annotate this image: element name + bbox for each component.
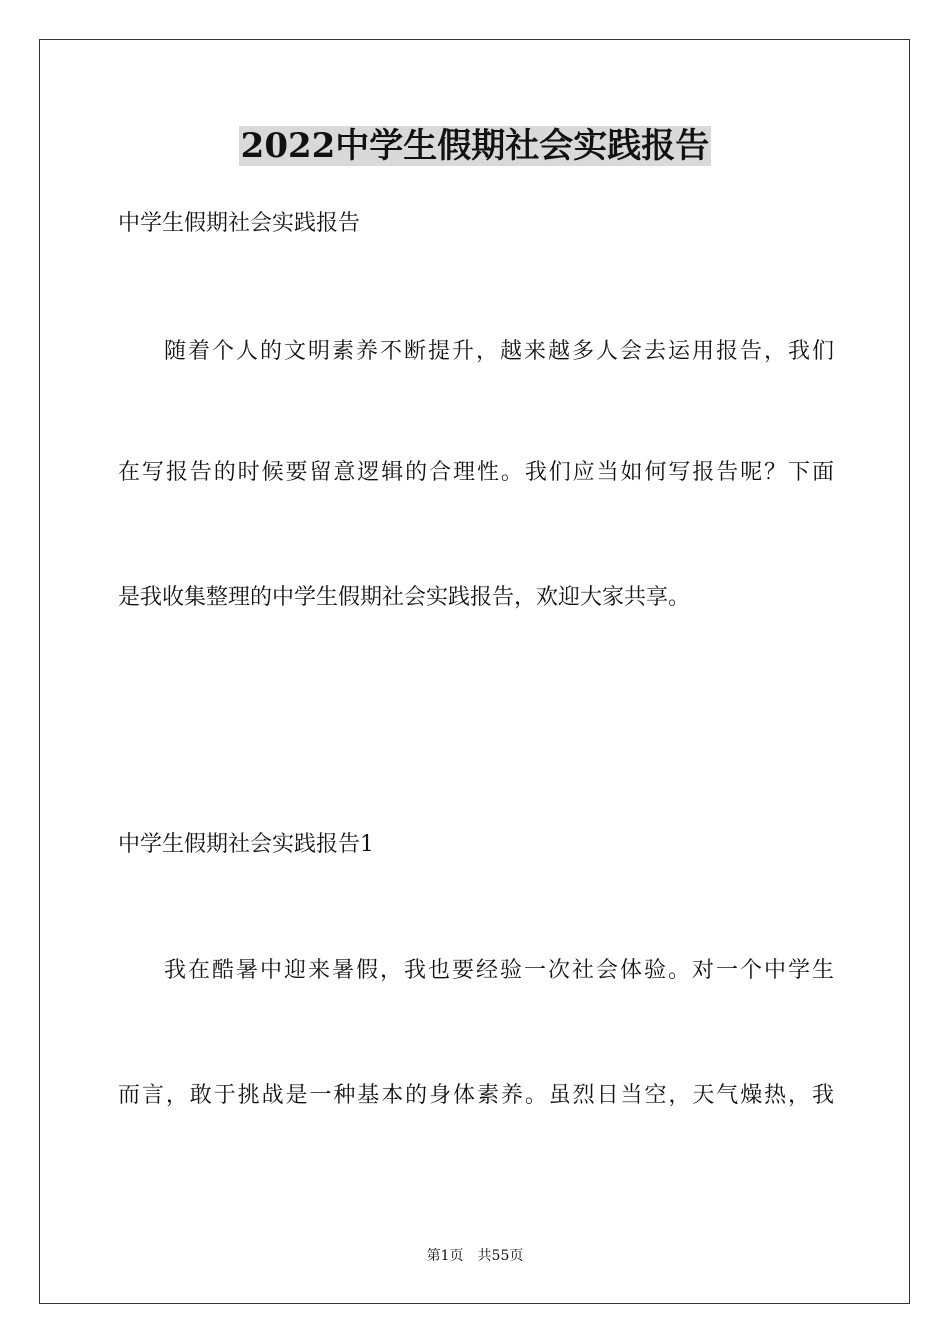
section-heading: 中学生假期社会实践报告1 [118,832,374,857]
paragraph-line: 是我收集整理的中学生假期社会实践报告，欢迎大家共享。 [118,585,691,610]
paragraph-line: 我在酷暑中迎来暑假，我也要经验一次社会体验。对一个中学生 [164,958,834,983]
page-footer [0,1246,950,1266]
paragraph-line: 随着个人的文明素养不断提升，越来越多人会去运用报告，我们 [164,339,834,364]
paragraph-line: 在写报告的时候要留意逻辑的合理性。我们应当如何写报告呢？下面 [118,460,834,485]
document-title-text: 2022中学生假期社会实践报告 [240,126,710,166]
paragraph-line: 而言，敢于挑战是一种基本的身体素养。虽烈日当空，天气燥热，我 [118,1083,834,1108]
document-title [0,124,950,168]
subtitle-line: 中学生假期社会实践报告 [118,211,361,236]
page-total: 共55页 [477,1248,524,1264]
page-number: 第1页 [426,1248,464,1264]
